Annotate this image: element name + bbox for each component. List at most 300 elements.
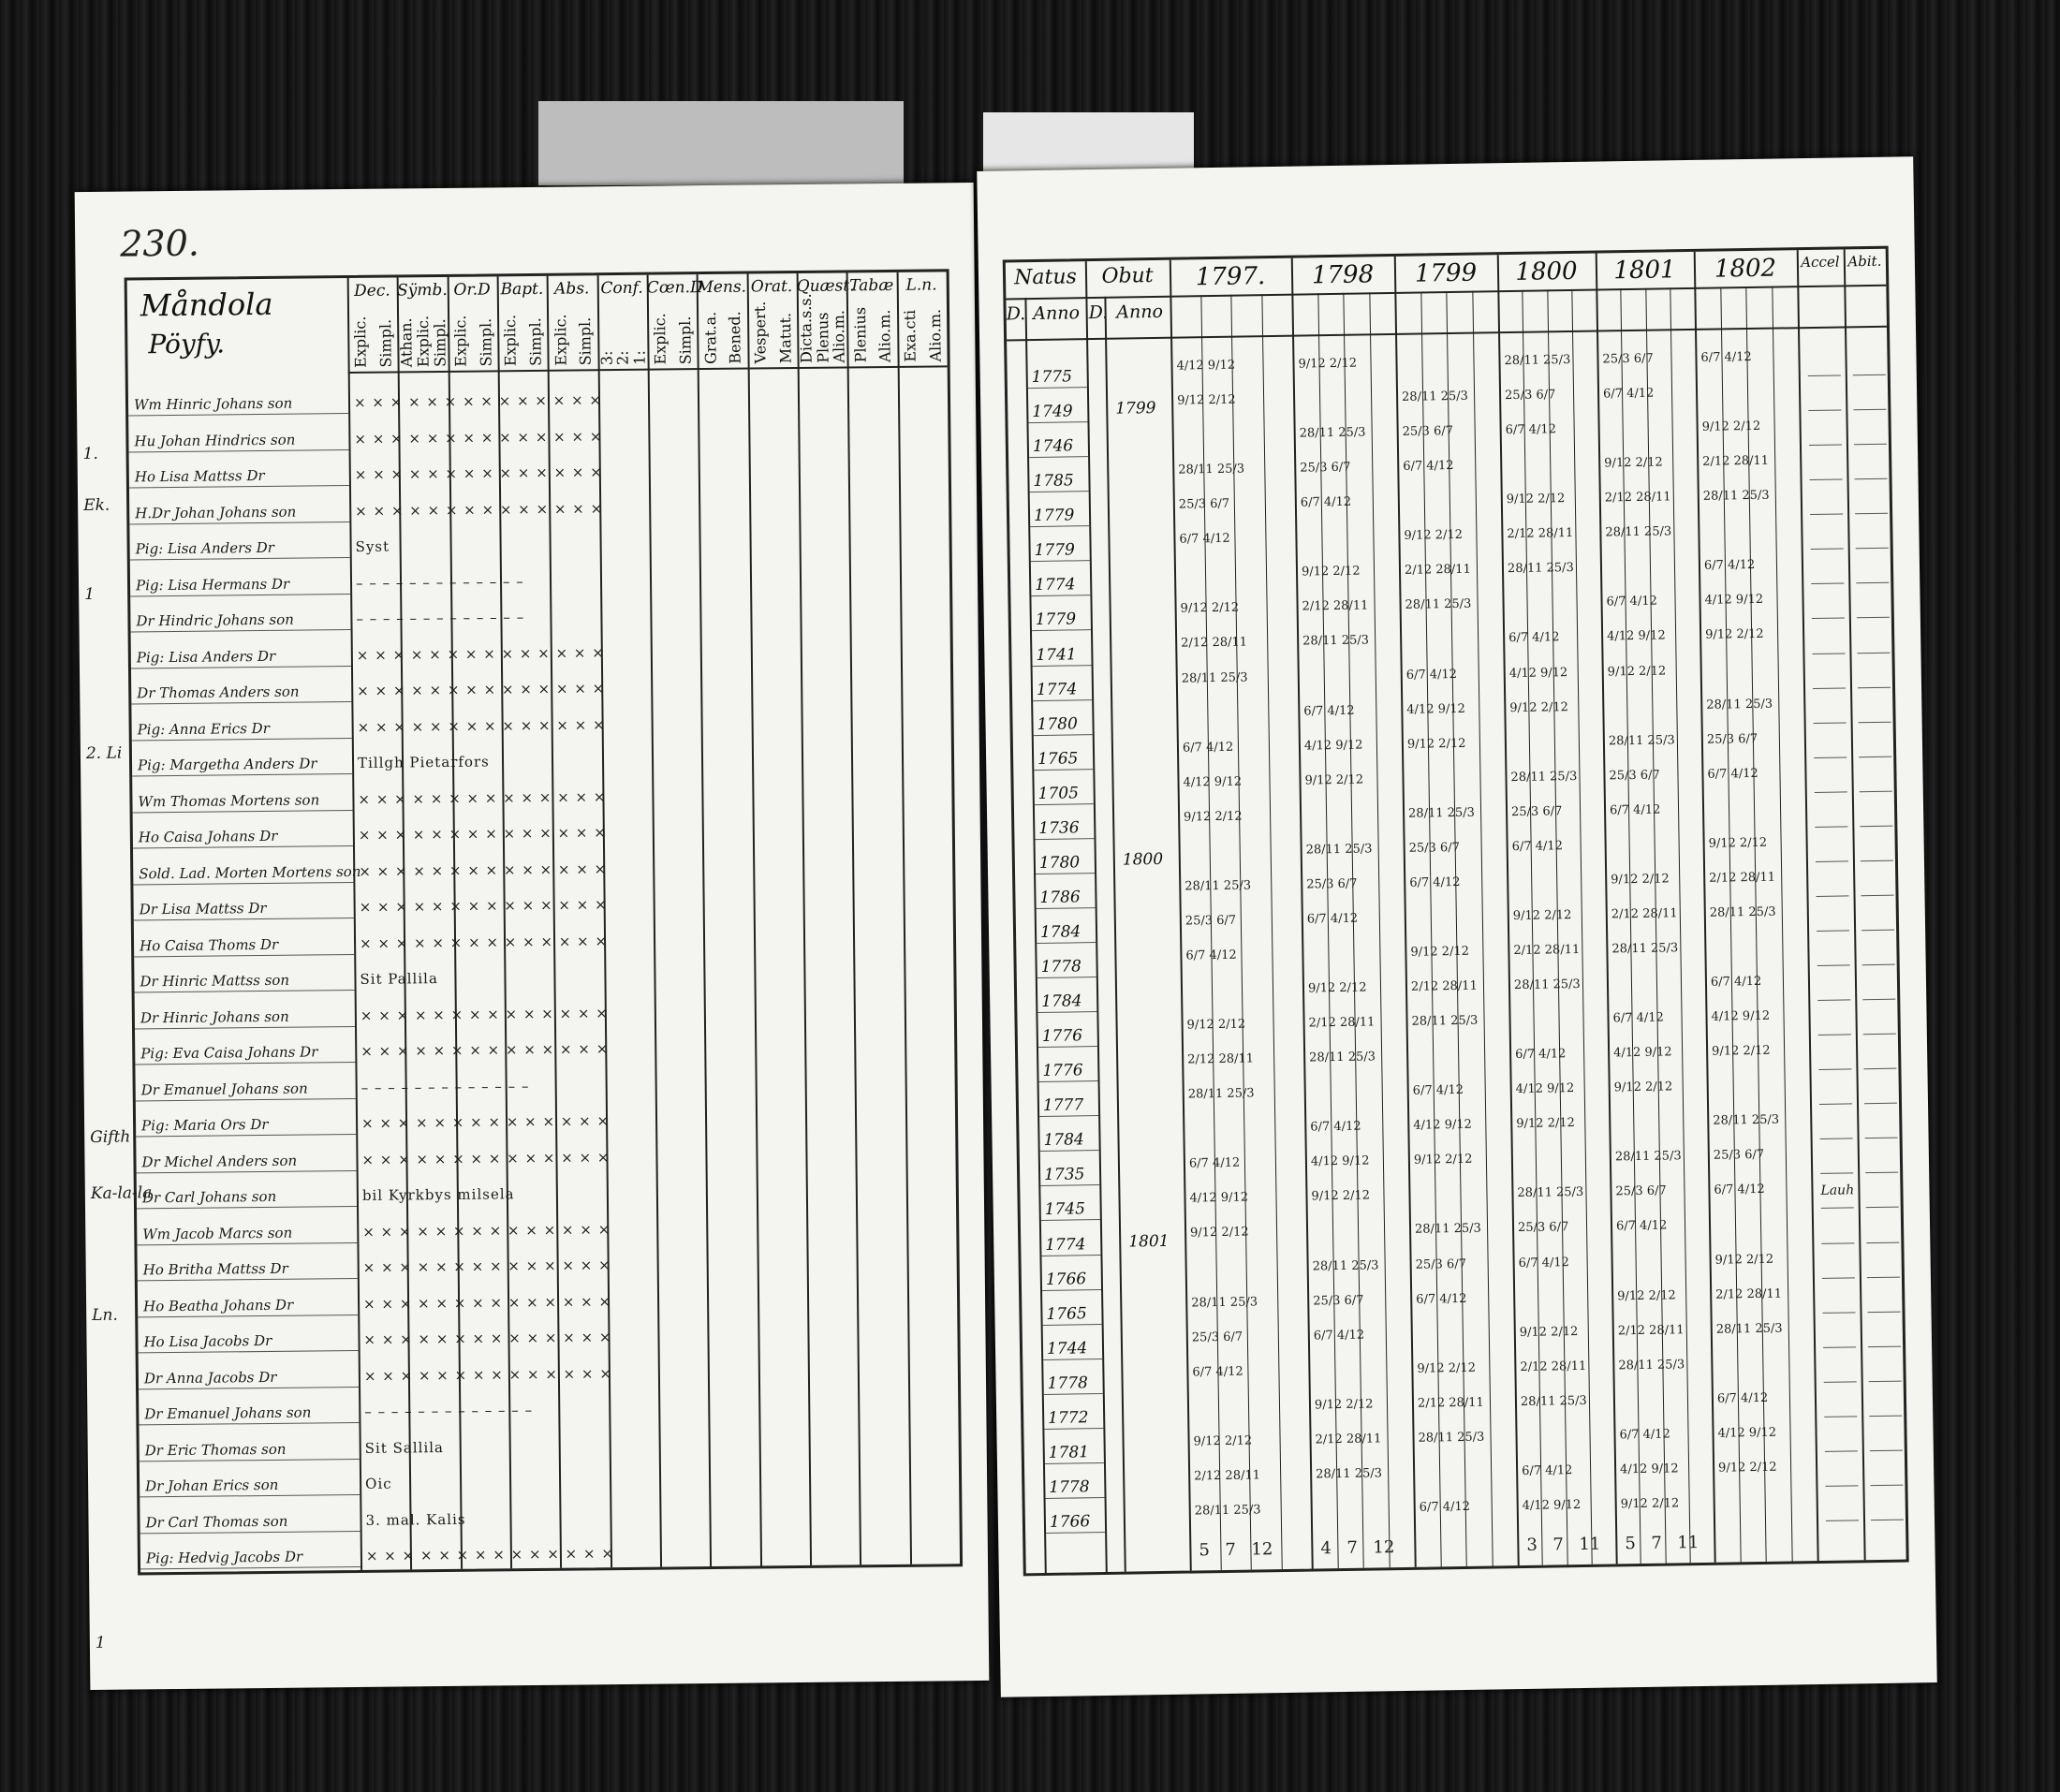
record-mark: 9/12 2/12 bbox=[1607, 663, 1667, 679]
column-subheader: Simpl. bbox=[476, 317, 495, 367]
row-rule bbox=[137, 1170, 357, 1173]
row-rule bbox=[130, 557, 350, 560]
column-header: Mens. bbox=[697, 277, 747, 298]
exam-marks: × × × × × × × × × × × × × × bbox=[359, 859, 608, 880]
column-subheader: Matut. bbox=[775, 312, 795, 364]
exam-marks: × × × × × × × × × × × × × × bbox=[361, 1148, 611, 1168]
record-mark: 9/12 2/12 bbox=[1406, 736, 1466, 752]
row-rule bbox=[129, 521, 349, 524]
person-name: Pig: Lisa Anders Dr bbox=[136, 647, 276, 667]
column-subheader: Simpl. bbox=[576, 316, 595, 366]
exam-marks: × × × × × × × × × × × × × × bbox=[358, 787, 607, 808]
row-rule bbox=[135, 1026, 355, 1029]
column-subheader: Explic. bbox=[551, 314, 570, 366]
person-name: Dr Emanuel Johans son bbox=[144, 1403, 312, 1423]
column-subheader: Simpl. bbox=[676, 316, 695, 365]
column-header: 1798 bbox=[1311, 260, 1375, 290]
record-mark: 2/12 28/11 bbox=[1604, 490, 1671, 506]
row-rule bbox=[133, 845, 353, 848]
row-rule bbox=[1036, 873, 1095, 874]
birth-year: 1778 bbox=[1047, 1373, 1089, 1393]
row-rule bbox=[1820, 1138, 1853, 1140]
record-mark: 6/7 4/12 bbox=[1700, 349, 1752, 365]
column-header: Accel bbox=[1801, 253, 1840, 272]
record-mark: 28/11 25/3 bbox=[1309, 1050, 1376, 1065]
record-mark: 6/7 4/12 bbox=[1419, 1499, 1471, 1515]
exam-marks: × × × × × × × × × × × × × × bbox=[359, 932, 609, 952]
person-name: Ho Britha Mattss Dr bbox=[142, 1259, 288, 1279]
record-mark: 6/7 4/12 bbox=[1508, 630, 1560, 646]
abit-note: Lauh bbox=[1820, 1182, 1855, 1199]
exam-marks: × × × × × × × × × × × × × × bbox=[354, 463, 603, 484]
row-rule bbox=[1038, 1046, 1097, 1048]
death-year: 1801 bbox=[1128, 1231, 1170, 1252]
column-total: 11 bbox=[1677, 1533, 1700, 1553]
column-total: 12 bbox=[1251, 1539, 1273, 1560]
column-header: Sÿmb. bbox=[396, 280, 448, 301]
exam-marks: × × × × × × × × × × × × × × bbox=[356, 644, 605, 664]
row-rule bbox=[1031, 560, 1090, 562]
record-mark: 9/12 2/12 bbox=[1307, 980, 1367, 996]
record-mark: 28/11 25/3 bbox=[1504, 353, 1571, 369]
birth-year: 1780 bbox=[1038, 853, 1081, 873]
row-rule bbox=[1029, 456, 1088, 458]
row-rule bbox=[1860, 790, 1892, 792]
row-rule bbox=[1044, 1428, 1103, 1430]
row-rule bbox=[1868, 1311, 1901, 1313]
row-rule bbox=[130, 594, 350, 596]
row-rule bbox=[1865, 1138, 1898, 1139]
row-rule bbox=[1856, 582, 1889, 584]
record-mark: 9/12 2/12 bbox=[1304, 772, 1364, 788]
exam-marks: × × × × × × × × × × × × × × bbox=[363, 1292, 612, 1313]
row-rule bbox=[1853, 375, 1886, 376]
birth-year: 1778 bbox=[1040, 957, 1082, 977]
farm-name: Pöyfy. bbox=[148, 328, 226, 360]
row-rule bbox=[1858, 686, 1891, 688]
record-mark: 28/11 25/3 bbox=[1507, 561, 1574, 577]
person-name: H.Dr Johan Johans son bbox=[135, 503, 297, 522]
record-mark: 9/12 2/12 bbox=[1404, 528, 1464, 544]
row-rule bbox=[1870, 1449, 1903, 1451]
record-mark: 28/11 25/3 bbox=[1614, 1149, 1682, 1165]
exam-marks: – – – – – – – – – – – – – bbox=[364, 1402, 534, 1420]
record-mark: 6/7 4/12 bbox=[1609, 802, 1661, 818]
birth-year: 1746 bbox=[1032, 436, 1074, 457]
person-name: Pig: Maria Ors Dr bbox=[141, 1116, 269, 1135]
record-mark: 28/11 25/3 bbox=[1702, 488, 1770, 505]
row-rule bbox=[1041, 1219, 1100, 1221]
record-mark: 9/12 2/12 bbox=[1184, 809, 1243, 825]
column-subheader: D. bbox=[1006, 303, 1026, 325]
row-rule bbox=[138, 1278, 358, 1281]
row-rule bbox=[1869, 1380, 1902, 1382]
row-rule bbox=[1811, 549, 1844, 551]
record-mark: 28/11 25/3 bbox=[1510, 769, 1578, 785]
row-rule bbox=[131, 629, 351, 632]
column-total: 5 bbox=[1625, 1534, 1636, 1554]
birth-year: 1779 bbox=[1034, 540, 1076, 561]
record-mark: 6/7 4/12 bbox=[1602, 386, 1655, 402]
record-mark: 6/7 4/12 bbox=[1185, 947, 1237, 963]
record-mark: 6/7 4/12 bbox=[1313, 1328, 1365, 1344]
record-mark: 6/7 4/12 bbox=[1707, 766, 1758, 782]
record-mark: 2/12 28/11 bbox=[1702, 453, 1770, 469]
birth-year: 1779 bbox=[1035, 610, 1077, 630]
record-mark: 28/11 25/3 bbox=[1709, 904, 1776, 920]
row-rule bbox=[1862, 999, 1895, 1001]
exam-marks: × × × × × × × × × × × × × × bbox=[355, 500, 604, 520]
record-mark: 4/12 9/12 bbox=[1176, 358, 1236, 374]
record-mark: 2/12 28/11 bbox=[1617, 1322, 1685, 1338]
row-rule bbox=[140, 1566, 360, 1569]
person-name: Wm Jacob Marcs son bbox=[142, 1224, 293, 1242]
column-subheader: Alio.m. bbox=[876, 309, 894, 363]
row-rule bbox=[1823, 1346, 1856, 1348]
column-header: Dec. bbox=[354, 281, 390, 301]
record-mark: 4/12 9/12 bbox=[1515, 1081, 1575, 1097]
birth-year: 1779 bbox=[1033, 506, 1075, 526]
record-mark: 9/12 2/12 bbox=[1701, 419, 1761, 434]
exam-marks: – – – – – – – – – – – – – bbox=[355, 572, 524, 592]
person-name: Ho Caisa Johans Dr bbox=[138, 828, 278, 846]
catechetical-table bbox=[125, 269, 963, 1575]
column-header: Cœn.D bbox=[646, 278, 703, 298]
record-mark: 28/11 25/3 bbox=[1611, 941, 1679, 957]
row-rule bbox=[1859, 721, 1891, 723]
column-subheader: Plenus bbox=[813, 312, 832, 363]
birth-year: 1772 bbox=[1048, 1408, 1089, 1428]
record-mark: 9/12 2/12 bbox=[1705, 627, 1764, 643]
record-mark: 2/12 28/11 bbox=[1315, 1432, 1382, 1447]
person-name: Ho Caisa Thoms Dr bbox=[139, 935, 279, 955]
record-mark: 28/11 25/3 bbox=[1411, 1013, 1479, 1029]
column-subheader: Simpl. bbox=[526, 317, 545, 367]
row-rule bbox=[1856, 548, 1889, 550]
record-mark: 4/12 9/12 bbox=[1303, 738, 1363, 754]
row-rule bbox=[1044, 1393, 1103, 1395]
column-header: Quæst. bbox=[796, 276, 855, 297]
record-mark: 6/7 4/12 bbox=[1188, 1156, 1241, 1171]
record-mark: 28/11 25/3 bbox=[1187, 1086, 1255, 1102]
row-rule bbox=[1812, 653, 1845, 654]
record-mark: 28/11 25/3 bbox=[1305, 842, 1373, 858]
column-total: 11 bbox=[1579, 1534, 1601, 1555]
exam-marks: × × × × × × × × × × × × × × bbox=[363, 1329, 612, 1348]
record-mark: 6/7 4/12 bbox=[1403, 459, 1454, 475]
row-rule bbox=[138, 1315, 358, 1317]
row-rule bbox=[1810, 479, 1843, 481]
record-mark: 25/3 6/7 bbox=[1510, 803, 1563, 819]
record-mark: 6/7 4/12 bbox=[1606, 595, 1657, 610]
exam-marks: × × × × × × × × × × × × × × bbox=[362, 1220, 611, 1241]
record-mark: 9/12 2/12 bbox=[1189, 1226, 1249, 1241]
row-rule bbox=[1046, 1497, 1105, 1499]
birth-year: 1736 bbox=[1038, 818, 1080, 838]
margin-note: Ka-la-la bbox=[90, 1183, 153, 1203]
row-rule bbox=[1817, 1000, 1850, 1002]
record-mark: 9/12 2/12 bbox=[1519, 1324, 1579, 1340]
birth-year: 1786 bbox=[1039, 888, 1081, 907]
row-rule bbox=[129, 449, 349, 452]
record-mark: 6/7 4/12 bbox=[1179, 532, 1230, 547]
exam-marks: × × × × × × × × × × × × × × bbox=[358, 824, 607, 845]
column-total: 7 bbox=[1225, 1539, 1237, 1560]
row-rule bbox=[1871, 1520, 1904, 1521]
record-mark: 6/7 4/12 bbox=[1518, 1255, 1570, 1271]
record-mark: 28/11 25/3 bbox=[1407, 805, 1475, 821]
row-rule bbox=[1821, 1242, 1854, 1244]
record-mark: 9/12 2/12 bbox=[1509, 699, 1568, 715]
record-mark: 28/11 25/3 bbox=[1713, 1112, 1780, 1129]
column-header: 1799 bbox=[1414, 258, 1478, 288]
person-name: Dr Michel Anders son bbox=[141, 1152, 298, 1171]
row-rule bbox=[1812, 618, 1845, 620]
column-total: 7 bbox=[1651, 1533, 1662, 1553]
row-rule bbox=[1035, 803, 1094, 805]
margin-note: 2. Li bbox=[85, 743, 123, 763]
record-mark: 25/3 6/7 bbox=[1300, 460, 1351, 476]
record-mark: 25/3 6/7 bbox=[1713, 1148, 1765, 1164]
person-name: Hu Johan Hindrics son bbox=[134, 431, 296, 450]
column-rule bbox=[1369, 292, 1390, 1567]
record-mark: 4/12 9/12 bbox=[1607, 628, 1666, 644]
record-mark: 4/12 9/12 bbox=[1522, 1497, 1582, 1513]
person-name: Dr Emanuel Johans son bbox=[140, 1080, 308, 1099]
birth-year: 1778 bbox=[1049, 1477, 1090, 1497]
birth-year: 1777 bbox=[1042, 1095, 1084, 1116]
exam-marks: Sit Pallila bbox=[360, 970, 438, 989]
margin-note: Ln. bbox=[92, 1305, 118, 1325]
record-mark: 2/12 28/11 bbox=[1187, 1051, 1255, 1067]
record-mark: 9/12 2/12 bbox=[1717, 1460, 1777, 1476]
record-mark: 2/12 28/11 bbox=[1507, 526, 1574, 542]
row-rule bbox=[1863, 1034, 1896, 1036]
record-mark: 6/7 4/12 bbox=[1409, 874, 1461, 890]
record-mark: 6/7 4/12 bbox=[1505, 422, 1557, 438]
record-mark: 6/7 4/12 bbox=[1182, 740, 1234, 756]
column-total: 12 bbox=[1373, 1537, 1395, 1558]
person-name: Wm Hinric Johans son bbox=[133, 395, 293, 414]
page-number: 230. bbox=[120, 222, 200, 265]
record-mark: 28/11 25/3 bbox=[1299, 425, 1366, 441]
record-mark: 28/11 25/3 bbox=[1414, 1222, 1481, 1238]
record-mark: 25/3 6/7 bbox=[1706, 731, 1758, 747]
row-rule bbox=[137, 1242, 357, 1245]
row-rule bbox=[139, 1422, 359, 1425]
row-rule bbox=[1860, 825, 1892, 827]
row-rule bbox=[1859, 756, 1891, 757]
column-rule bbox=[1085, 261, 1108, 1572]
column-rule bbox=[1720, 286, 1741, 1562]
exam-marks: × × × × × × × × × × × × × × bbox=[360, 1040, 610, 1061]
record-mark: 2/12 28/11 bbox=[1410, 978, 1478, 994]
birth-year: 1745 bbox=[1044, 1199, 1086, 1220]
row-rule bbox=[129, 485, 349, 488]
row-rule bbox=[1043, 1324, 1102, 1326]
exam-marks: × × × × × × × × × × × × × × bbox=[353, 391, 603, 412]
record-mark: 28/11 25/3 bbox=[1605, 524, 1672, 540]
person-name: Pig: Margetha Anders Dr bbox=[137, 755, 317, 774]
row-rule bbox=[1809, 445, 1842, 447]
birth-year: 1784 bbox=[1041, 991, 1082, 1012]
record-mark: 6/7 4/12 bbox=[1515, 1047, 1567, 1063]
record-mark: 25/3 6/7 bbox=[1191, 1329, 1243, 1345]
column-header: Abs. bbox=[554, 279, 590, 299]
row-rule bbox=[128, 414, 348, 417]
record-mark: 6/7 4/12 bbox=[1405, 667, 1458, 683]
row-rule bbox=[1043, 1359, 1102, 1360]
column-header: 1801 bbox=[1613, 256, 1676, 286]
column-subheader: Explic. bbox=[651, 313, 670, 365]
row-rule bbox=[1826, 1520, 1859, 1521]
exam-marks: Tillgh Pietarfors bbox=[357, 753, 490, 772]
right-page bbox=[977, 156, 1936, 1697]
row-rule bbox=[1814, 756, 1847, 758]
column-rule bbox=[1745, 286, 1766, 1562]
row-rule bbox=[1861, 860, 1893, 862]
person-name: Dr Carl Johans son bbox=[141, 1188, 277, 1207]
record-mark: 28/11 25/3 bbox=[1184, 878, 1252, 894]
row-rule bbox=[1816, 860, 1848, 862]
record-mark: 28/11 25/3 bbox=[1517, 1185, 1584, 1201]
column-subheader: 3: bbox=[597, 350, 616, 366]
person-name: Pig: Anna Erics Dr bbox=[137, 719, 270, 739]
row-rule bbox=[1042, 1289, 1101, 1291]
column-header: Tabæ bbox=[849, 275, 894, 296]
exam-marks: × × × × × × × × × × × × × × bbox=[357, 680, 606, 700]
row-rule bbox=[1039, 1080, 1098, 1082]
person-name: Dr Hinric Mattss son bbox=[140, 971, 290, 991]
row-rule bbox=[140, 1494, 360, 1497]
person-name: Dr Lisa Mattss Dr bbox=[139, 900, 267, 918]
row-rule bbox=[1045, 1462, 1104, 1464]
record-mark: 25/3 6/7 bbox=[1306, 876, 1358, 892]
row-rule bbox=[1864, 1103, 1897, 1105]
record-mark: 9/12 2/12 bbox=[1180, 601, 1240, 617]
row-rule bbox=[1808, 375, 1841, 377]
birth-year: 1735 bbox=[1043, 1165, 1085, 1185]
column-subheader: Exa.cti bbox=[901, 309, 920, 362]
record-mark: 4/12 9/12 bbox=[1704, 593, 1764, 609]
column-header: 1802 bbox=[1714, 254, 1777, 284]
person-name: Wm Thomas Mortens son bbox=[138, 791, 320, 811]
record-mark: 9/12 2/12 bbox=[1193, 1433, 1253, 1449]
record-mark: 28/11 25/3 bbox=[1194, 1503, 1261, 1519]
birth-year: 1784 bbox=[1039, 922, 1082, 942]
row-rule bbox=[135, 990, 355, 992]
record-mark: 6/7 4/12 bbox=[1416, 1291, 1467, 1307]
record-mark: 25/3 6/7 bbox=[1615, 1183, 1667, 1199]
record-mark: 2/12 28/11 bbox=[1181, 635, 1248, 652]
row-rule bbox=[1820, 1173, 1853, 1175]
exam-marks: × × × × × × × × × × × × × × bbox=[360, 1112, 611, 1133]
row-rule bbox=[1034, 734, 1093, 736]
column-subheader: Explic. bbox=[501, 314, 520, 367]
death-year: 1800 bbox=[1122, 849, 1164, 870]
exam-marks: × × × × × × × × × × × × × × bbox=[363, 1364, 612, 1385]
column-subheader: Explic. bbox=[451, 315, 470, 367]
person-name: Dr Carl Thomas son bbox=[145, 1512, 288, 1531]
village-name: Måndola bbox=[140, 286, 273, 324]
column-subheader: Bened. bbox=[726, 311, 744, 364]
column-subheader: Alio.m. bbox=[830, 309, 849, 363]
column-subheader: Simpl. bbox=[376, 318, 395, 368]
person-name: Ho Lisa Jacobs Dr bbox=[143, 1332, 272, 1351]
record-mark: 6/7 4/12 bbox=[1511, 839, 1564, 854]
row-rule bbox=[136, 1098, 356, 1101]
row-rule bbox=[133, 810, 353, 813]
row-rule bbox=[1825, 1450, 1858, 1452]
row-rule bbox=[1823, 1312, 1856, 1314]
row-rule bbox=[1821, 1208, 1854, 1210]
record-mark: 28/11 25/3 bbox=[1706, 697, 1773, 712]
record-mark: 28/11 25/3 bbox=[1316, 1466, 1383, 1482]
row-rule bbox=[136, 1134, 356, 1137]
record-mark: 6/7 4/12 bbox=[1303, 703, 1355, 719]
record-mark: 6/7 4/12 bbox=[1300, 494, 1352, 510]
column-rule bbox=[1104, 297, 1126, 1572]
exam-marks: – – – – – – – – – – – – – bbox=[360, 1077, 530, 1096]
row-rule bbox=[1869, 1415, 1902, 1417]
birth-year: 1766 bbox=[1045, 1269, 1087, 1289]
record-mark: 4/12 9/12 bbox=[1508, 665, 1568, 681]
margin-note: 1 bbox=[84, 584, 96, 604]
column-subheader: Anno bbox=[1033, 302, 1081, 325]
row-rule bbox=[1865, 1172, 1898, 1174]
row-rule bbox=[133, 882, 353, 885]
row-rule bbox=[1811, 583, 1844, 585]
birth-year: 1741 bbox=[1036, 644, 1077, 665]
record-mark: 2/12 28/11 bbox=[1404, 563, 1471, 579]
column-rule bbox=[1317, 293, 1338, 1568]
column-total: 4 bbox=[1320, 1538, 1332, 1559]
row-rule bbox=[1817, 964, 1850, 966]
row-rule bbox=[134, 954, 354, 957]
row-rule bbox=[1817, 930, 1849, 932]
row-rule bbox=[1033, 665, 1092, 667]
row-rule bbox=[1808, 410, 1841, 412]
person-name: Dr Thomas Anders son bbox=[137, 683, 300, 702]
record-mark: 4/12 9/12 bbox=[1613, 1045, 1672, 1061]
birth-year: 1775 bbox=[1031, 367, 1073, 388]
column-subheader: Explic. bbox=[351, 316, 370, 368]
row-rule bbox=[1819, 1104, 1852, 1106]
row-rule bbox=[1853, 409, 1886, 411]
record-mark: 4/12 9/12 bbox=[1717, 1425, 1777, 1441]
row-rule bbox=[1815, 826, 1847, 828]
record-mark: 6/7 4/12 bbox=[1192, 1364, 1243, 1380]
record-mark: 2/12 28/11 bbox=[1709, 870, 1776, 886]
row-rule bbox=[1862, 964, 1895, 966]
margin-note: 1. bbox=[82, 444, 98, 463]
record-mark: 2/12 28/11 bbox=[1194, 1468, 1261, 1484]
record-mark: 28/11 25/3 bbox=[1191, 1294, 1258, 1311]
record-mark: 9/12 2/12 bbox=[1301, 564, 1361, 580]
column-subheader: Plenius bbox=[850, 306, 870, 363]
row-rule bbox=[1028, 421, 1087, 423]
row-rule bbox=[1861, 895, 1894, 897]
record-mark: 28/11 25/3 bbox=[1178, 462, 1245, 477]
row-rule bbox=[131, 666, 351, 668]
birth-year: 1774 bbox=[1036, 679, 1078, 699]
record-mark: 6/7 4/12 bbox=[1619, 1427, 1670, 1443]
column-header: Orat. bbox=[750, 277, 793, 297]
row-rule bbox=[1028, 387, 1087, 389]
row-rule bbox=[1868, 1345, 1901, 1347]
birth-year: 1774 bbox=[1035, 575, 1076, 595]
column-rule bbox=[1844, 249, 1866, 1560]
